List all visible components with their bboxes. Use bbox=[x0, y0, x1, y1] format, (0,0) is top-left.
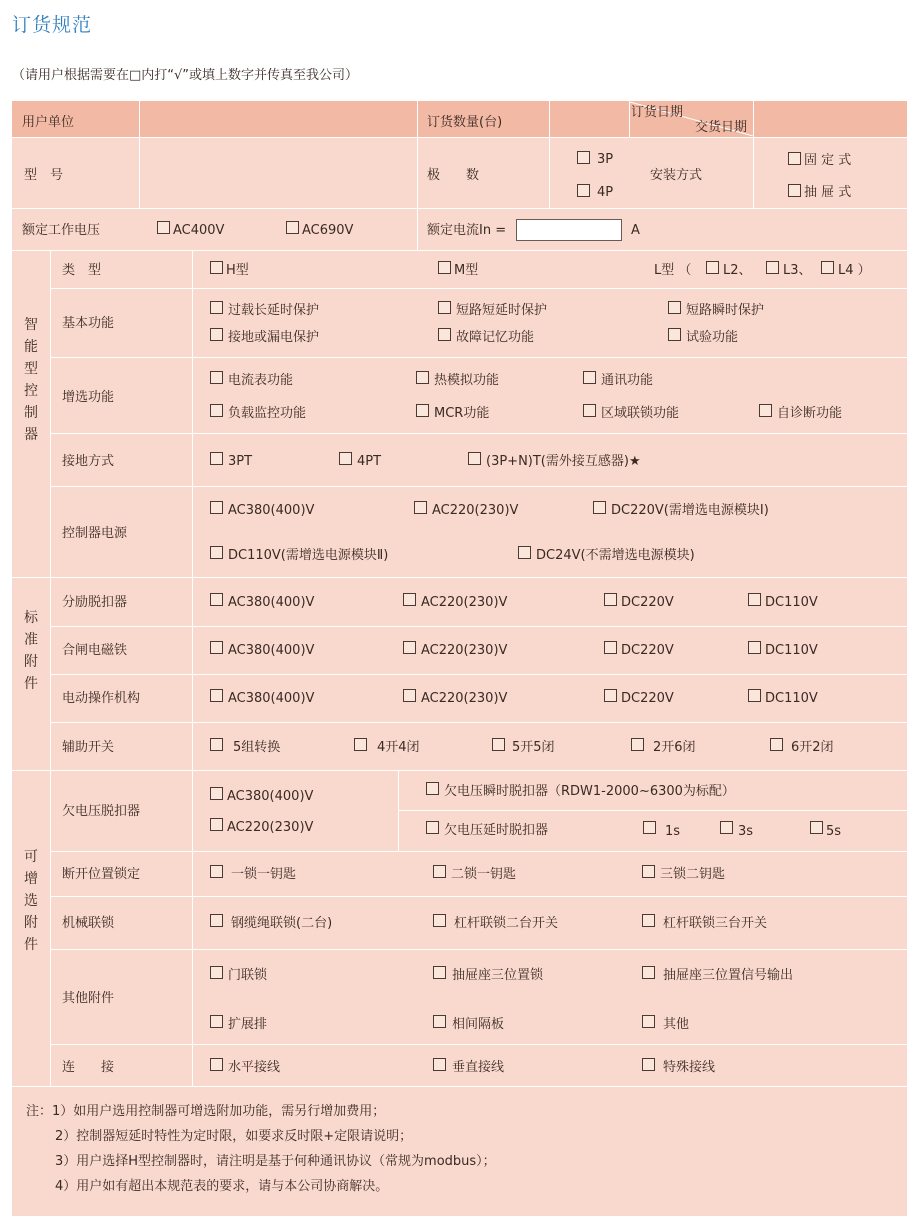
lock-2-checkbox[interactable] bbox=[433, 865, 446, 878]
pole-3p-checkbox[interactable] bbox=[577, 151, 590, 164]
mech-2-checkbox[interactable] bbox=[433, 914, 446, 927]
extra-5-label: MCR功能 bbox=[434, 406, 490, 421]
basic-2-label: 短路短延时保护 bbox=[456, 303, 548, 318]
aux-4-label: 2开6闭 bbox=[653, 740, 696, 755]
lock-1-checkbox[interactable] bbox=[210, 865, 223, 878]
install-draw-label: 抽 屉 式 bbox=[804, 185, 852, 200]
power-5-checkbox[interactable] bbox=[518, 546, 531, 559]
motor-label: 电动操作机构 bbox=[62, 691, 141, 706]
uv-5s-label: 5s bbox=[826, 824, 842, 839]
motor-2-checkbox[interactable] bbox=[403, 689, 416, 702]
other-3-label: 抽屉座三位置信号输出 bbox=[663, 968, 794, 983]
basic-3-label: 短路瞬时保护 bbox=[686, 303, 765, 318]
other-6-label: 其他 bbox=[663, 1017, 690, 1032]
type-m-checkbox[interactable] bbox=[438, 261, 451, 274]
closing-2-checkbox[interactable] bbox=[403, 641, 416, 654]
mech-3-checkbox[interactable] bbox=[642, 914, 655, 927]
note-1: 注：1）如用户选用控制器可增选附加功能，需另行增加费用； bbox=[26, 1104, 386, 1119]
mech-label: 机械联锁 bbox=[62, 916, 115, 931]
ground-label: 接地方式 bbox=[62, 454, 115, 469]
aux-5-label: 6开2闭 bbox=[791, 740, 834, 755]
aux-5-checkbox[interactable] bbox=[770, 738, 783, 751]
current-unit: A bbox=[631, 223, 640, 238]
basic-4-checkbox[interactable] bbox=[210, 328, 223, 341]
motor-4-label: DC110V bbox=[765, 691, 818, 706]
extra-3-label: 通讯功能 bbox=[601, 373, 654, 388]
install-fixed-checkbox[interactable] bbox=[788, 152, 801, 165]
group-standard-label: 标准附件 bbox=[24, 610, 38, 692]
shunt-2-checkbox[interactable] bbox=[403, 593, 416, 606]
other-5-checkbox[interactable] bbox=[433, 1015, 446, 1028]
extra-label: 增选功能 bbox=[62, 390, 115, 405]
install-label: 安装方式 bbox=[650, 168, 703, 183]
uv-3s-checkbox[interactable] bbox=[720, 821, 733, 834]
extra-1-checkbox[interactable] bbox=[210, 371, 223, 384]
conn-1-checkbox[interactable] bbox=[210, 1058, 223, 1071]
mech-1-checkbox[interactable] bbox=[210, 914, 223, 927]
aux-4-checkbox[interactable] bbox=[631, 738, 644, 751]
note-3: 3）用户选择H型控制器时，请注明是基于何种通讯协议（常规为modbus）； bbox=[55, 1154, 496, 1169]
type-l2-checkbox[interactable] bbox=[706, 261, 719, 274]
ground-2-label: 4PT bbox=[357, 454, 382, 469]
page-subtitle: （请用户根据需要在□内打“√”或填上数字并传真至我公司） bbox=[12, 68, 359, 83]
type-h-label: H型 bbox=[226, 263, 249, 278]
type-h-checkbox[interactable] bbox=[210, 261, 223, 274]
ac400-label: AC400V bbox=[173, 223, 225, 238]
type-l4-label: L4 ） bbox=[838, 263, 871, 278]
basic-3-checkbox[interactable] bbox=[668, 301, 681, 314]
extra-6-checkbox[interactable] bbox=[583, 404, 596, 417]
extra-5-checkbox[interactable] bbox=[416, 404, 429, 417]
aux-1-checkbox[interactable] bbox=[210, 738, 223, 751]
shunt-4-label: DC110V bbox=[765, 595, 818, 610]
user-unit-label: 用户单位 bbox=[22, 115, 75, 130]
delivery-date-label: 交货日期 bbox=[695, 120, 748, 135]
closing-1-checkbox[interactable] bbox=[210, 641, 223, 654]
basic-5-label: 故障记忆功能 bbox=[456, 330, 535, 345]
page-title: 订货规范 bbox=[12, 14, 93, 36]
current-input[interactable] bbox=[516, 219, 622, 241]
type-l2-label: L2、 bbox=[723, 263, 752, 278]
closing-label: 合闸电磁铁 bbox=[62, 643, 128, 658]
motor-2-label: AC220(230)V bbox=[421, 691, 508, 706]
shunt-label: 分励脱扣器 bbox=[62, 595, 128, 610]
conn-3-checkbox[interactable] bbox=[642, 1058, 655, 1071]
basic-1-label: 过载长延时保护 bbox=[228, 303, 320, 318]
type-label: 类 型 bbox=[62, 263, 102, 278]
basic-6-label: 试验功能 bbox=[686, 330, 739, 345]
uv-ac380-checkbox[interactable] bbox=[210, 787, 223, 800]
voltage-label: 额定工作电压 bbox=[22, 223, 101, 238]
basic-1-checkbox[interactable] bbox=[210, 301, 223, 314]
aux-3-checkbox[interactable] bbox=[492, 738, 505, 751]
lock-3-checkbox[interactable] bbox=[642, 865, 655, 878]
model-label: 型 号 bbox=[24, 168, 64, 183]
pole-4p-label: 4P bbox=[597, 185, 614, 200]
basic-2-checkbox[interactable] bbox=[438, 301, 451, 314]
note-2: 2）控制器短延时特性为定时限，如要求反时限+定限请说明； bbox=[55, 1129, 413, 1144]
power-1-checkbox[interactable] bbox=[210, 501, 223, 514]
mech-2-label: 杠杆联锁二台开关 bbox=[454, 916, 559, 931]
type-l-label: L型 （ bbox=[654, 263, 692, 278]
mech-1-label: 钢缆绳联锁(二台) bbox=[231, 916, 333, 931]
shunt-3-checkbox[interactable] bbox=[604, 593, 617, 606]
pole-3p-label: 3P bbox=[597, 152, 614, 167]
power-3-checkbox[interactable] bbox=[593, 501, 606, 514]
conn-2-label: 垂直接线 bbox=[452, 1060, 505, 1075]
motor-1-label: AC380(400)V bbox=[228, 691, 315, 706]
type-l3-checkbox[interactable] bbox=[766, 261, 779, 274]
uv-1s-label: 1s bbox=[665, 824, 681, 839]
install-draw-checkbox[interactable] bbox=[788, 184, 801, 197]
power-1-label: AC380(400)V bbox=[228, 503, 315, 518]
extra-7-checkbox[interactable] bbox=[759, 404, 772, 417]
other-label: 其他附件 bbox=[62, 991, 115, 1006]
mech-3-label: 杠杆联锁三台开关 bbox=[663, 916, 768, 931]
conn-1-label: 水平接线 bbox=[228, 1060, 281, 1075]
shunt-1-checkbox[interactable] bbox=[210, 593, 223, 606]
ground-1-checkbox[interactable] bbox=[210, 452, 223, 465]
other-2-checkbox[interactable] bbox=[433, 966, 446, 979]
ground-3-label: (3P+N)T(需外接互感器)★ bbox=[486, 454, 641, 469]
extra-2-checkbox[interactable] bbox=[416, 371, 429, 384]
power-2-checkbox[interactable] bbox=[414, 501, 427, 514]
other-4-checkbox[interactable] bbox=[210, 1015, 223, 1028]
power-label: 控制器电源 bbox=[62, 526, 128, 541]
lock-1-label: 一锁一钥匙 bbox=[231, 867, 297, 882]
closing-1-label: AC380(400)V bbox=[228, 643, 315, 658]
order-date-label: 订货日期 bbox=[631, 105, 684, 120]
extra-7-label: 自诊断功能 bbox=[777, 406, 843, 421]
extra-4-label: 负载监控功能 bbox=[228, 406, 307, 421]
ac400-checkbox[interactable] bbox=[157, 221, 170, 234]
extra-6-label: 区域联锁功能 bbox=[601, 406, 680, 421]
note-4: 4）用户如有超出本规范表的要求，请与本公司协商解决。 bbox=[55, 1179, 389, 1194]
ac690-checkbox[interactable] bbox=[286, 221, 299, 234]
order-qty-label: 订货数量(台) bbox=[427, 115, 503, 130]
ground-2-checkbox[interactable] bbox=[339, 452, 352, 465]
shunt-2-label: AC220(230)V bbox=[421, 595, 508, 610]
motor-3-checkbox[interactable] bbox=[604, 689, 617, 702]
power-4-label: DC110V(需增选电源模块Ⅱ) bbox=[228, 548, 389, 563]
shunt-3-label: DC220V bbox=[621, 595, 674, 610]
uv-delay-checkbox[interactable] bbox=[426, 821, 439, 834]
motor-1-checkbox[interactable] bbox=[210, 689, 223, 702]
aux-label: 辅助开关 bbox=[62, 740, 115, 755]
conn-label: 连 接 bbox=[62, 1060, 115, 1075]
group-smart-label: 智能型控制器 bbox=[24, 317, 38, 443]
uv-delay-label: 欠电压延时脱扣器 bbox=[444, 823, 549, 838]
motor-4-checkbox[interactable] bbox=[748, 689, 761, 702]
closing-2-label: AC220(230)V bbox=[421, 643, 508, 658]
power-5-label: DC24V(不需增选电源模块) bbox=[536, 548, 695, 563]
type-l4-checkbox[interactable] bbox=[821, 261, 834, 274]
uv-label: 欠电压脱扣器 bbox=[62, 804, 141, 819]
other-4-label: 扩展排 bbox=[228, 1017, 268, 1032]
other-2-label: 抽屉座三位置锁 bbox=[452, 968, 544, 983]
uv-ac220-checkbox[interactable] bbox=[210, 818, 223, 831]
ground-1-label: 3PT bbox=[228, 454, 253, 469]
other-5-label: 相间隔板 bbox=[452, 1017, 505, 1032]
other-1-label: 门联锁 bbox=[228, 968, 268, 983]
extra-2-label: 热模拟功能 bbox=[434, 373, 500, 388]
basic-label: 基本功能 bbox=[62, 316, 115, 331]
uv-instant-label: 欠电压瞬时脱扣器（RDW1-2000~6300为标配） bbox=[444, 784, 735, 799]
current-label: 额定电流In = bbox=[427, 223, 507, 238]
aux-2-label: 4开4闭 bbox=[377, 740, 420, 755]
type-l3-label: L3、 bbox=[783, 263, 812, 278]
lock-2-label: 二锁一钥匙 bbox=[451, 867, 517, 882]
basic-4-label: 接地或漏电保护 bbox=[228, 330, 320, 345]
extra-3-checkbox[interactable] bbox=[583, 371, 596, 384]
other-1-checkbox[interactable] bbox=[210, 966, 223, 979]
lock-label: 断开位置锁定 bbox=[62, 867, 141, 882]
ground-3-checkbox[interactable] bbox=[468, 452, 481, 465]
lock-3-label: 三锁二钥匙 bbox=[660, 867, 726, 882]
uv-3s-label: 3s bbox=[738, 824, 754, 839]
other-3-checkbox[interactable] bbox=[642, 966, 655, 979]
uv-5s-checkbox[interactable] bbox=[810, 821, 823, 834]
motor-3-label: DC220V bbox=[621, 691, 674, 706]
extra-1-label: 电流表功能 bbox=[228, 373, 294, 388]
poles-label: 极 数 bbox=[427, 168, 480, 183]
closing-4-label: DC110V bbox=[765, 643, 818, 658]
install-fixed-label: 固 定 式 bbox=[804, 153, 852, 168]
other-6-checkbox[interactable] bbox=[642, 1015, 655, 1028]
pole-4p-checkbox[interactable] bbox=[577, 184, 590, 197]
group-optional-label: 可增选附件 bbox=[24, 849, 38, 953]
shunt-4-checkbox[interactable] bbox=[748, 593, 761, 606]
closing-4-checkbox[interactable] bbox=[748, 641, 761, 654]
shunt-1-label: AC380(400)V bbox=[228, 595, 315, 610]
uv-ac220-label: AC220(230)V bbox=[227, 820, 314, 835]
basic-6-checkbox[interactable] bbox=[668, 328, 681, 341]
uv-1s-checkbox[interactable] bbox=[643, 821, 656, 834]
aux-2-checkbox[interactable] bbox=[354, 738, 367, 751]
closing-3-label: DC220V bbox=[621, 643, 674, 658]
conn-3-label: 特殊接线 bbox=[663, 1060, 716, 1075]
uv-instant-checkbox[interactable] bbox=[426, 782, 439, 795]
power-4-checkbox[interactable] bbox=[210, 546, 223, 559]
basic-5-checkbox[interactable] bbox=[438, 328, 451, 341]
aux-3-label: 5开5闭 bbox=[512, 740, 555, 755]
power-2-label: AC220(230)V bbox=[432, 503, 519, 518]
power-3-label: DC220V(需增选电源模块I) bbox=[611, 503, 769, 518]
closing-3-checkbox[interactable] bbox=[604, 641, 617, 654]
type-m-label: M型 bbox=[454, 263, 479, 278]
order-form bbox=[12, 101, 907, 1216]
aux-1-label: 5组转换 bbox=[233, 740, 281, 755]
ac690-label: AC690V bbox=[302, 223, 354, 238]
extra-4-checkbox[interactable] bbox=[210, 404, 223, 417]
conn-2-checkbox[interactable] bbox=[433, 1058, 446, 1071]
uv-ac380-label: AC380(400)V bbox=[227, 789, 314, 804]
